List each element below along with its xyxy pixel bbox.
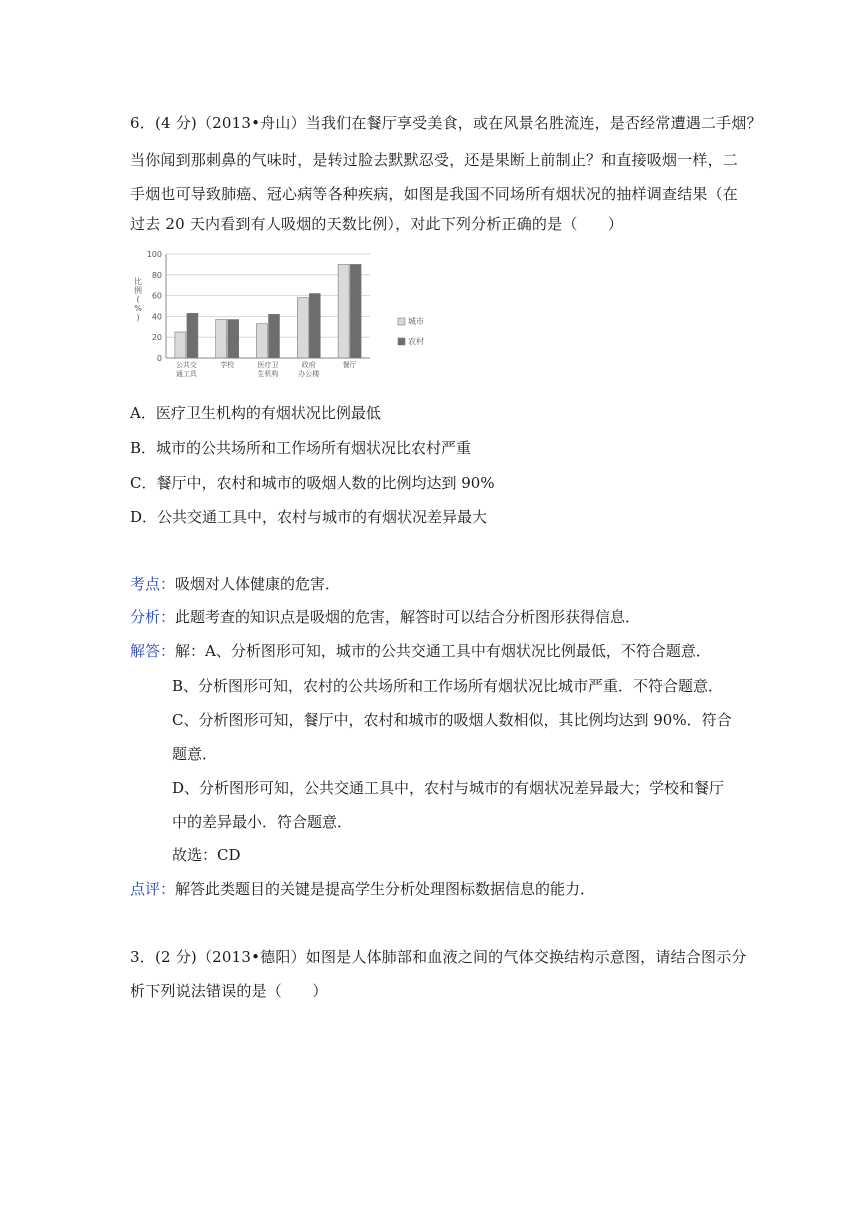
question3-line-2: 析下列说法错误的是（ ） bbox=[130, 982, 328, 1000]
jieda-line-d-cont: 中的差异最小．符合题意． bbox=[172, 813, 353, 831]
bar-city bbox=[297, 298, 308, 358]
x-tick-label: 公共交 bbox=[175, 361, 197, 369]
y-tick-label: 80 bbox=[151, 270, 162, 280]
dianping-row bbox=[130, 879, 595, 899]
option-c: C．餐厅中，农村和城市的吸烟人数的比例均达到 90% bbox=[130, 474, 495, 492]
jieda-row bbox=[130, 641, 711, 661]
x-tick-label: 餐厅 bbox=[342, 361, 357, 369]
x-tick-label: 通工具 bbox=[175, 370, 197, 378]
y-axis-label: ) bbox=[136, 313, 140, 322]
x-tick-label: 政府 bbox=[301, 361, 316, 369]
kaodian-text: 吸烟对人体健康的危害． bbox=[175, 575, 341, 593]
kaodian-row bbox=[130, 574, 340, 594]
fenxi-label: 分析： bbox=[130, 608, 176, 626]
y-axis-label: ( bbox=[136, 295, 140, 304]
y-tick-label: 100 bbox=[146, 250, 162, 259]
jieda-answer: 故选：CD bbox=[172, 846, 241, 864]
bar-rural bbox=[228, 320, 239, 358]
y-tick-label: 0 bbox=[156, 354, 162, 363]
y-axis-label: % bbox=[134, 304, 142, 313]
question3-line-1: 3．(2 分)（2013•德阳）如图是人体肺部和血液之间的气体交换结构示意图，请结合图示分 bbox=[130, 948, 747, 966]
bar-rural bbox=[350, 264, 361, 358]
bar-city bbox=[338, 264, 349, 358]
fenxi-text: 此题考查的知识点是吸烟的危害，解答时可以结合分析图形获得信息． bbox=[175, 608, 641, 626]
legend-swatch bbox=[398, 338, 405, 345]
question6-line-4: 过去 20 天内看到有人吸烟的天数比例），对此下列分析正确的是（ ） bbox=[130, 215, 624, 233]
bar-rural bbox=[309, 294, 320, 358]
jieda-line-d: D、分析图形可知，公共交通工具中，农村与城市的有烟状况差异最大；学校和餐厅 bbox=[172, 779, 725, 797]
y-tick-label: 20 bbox=[151, 333, 162, 343]
question6-line-3: 手烟也可导致肺癌、冠心病等各种疾病，如图是我国不同场所有烟状况的抽样调查结果（在 bbox=[130, 185, 739, 203]
option-d: D．公共交通工具中，农村与城市的有烟状况差异最大 bbox=[130, 508, 488, 526]
bar-rural bbox=[187, 313, 198, 358]
dianping-text: 解答此类题目的关键是提高学生分析处理图标数据信息的能力． bbox=[175, 880, 596, 898]
jieda-first-line: 解：A、分析图形可知，城市的公共交通工具中有烟状况比例最低，不符合题意． bbox=[175, 642, 711, 660]
x-tick-label: 学校 bbox=[220, 361, 235, 369]
question6-line-1: 6．(4 分)（2013•舟山）当我们在餐厅享受美食，或在风景名胜流连，是否经常遭遇二手烟？ bbox=[130, 114, 762, 132]
jieda-line-c: C、分析图形可知，餐厅中，农村和城市的吸烟人数相似，其比例均达到 90%．符合 bbox=[172, 711, 732, 729]
kaodian-label: 考点： bbox=[130, 575, 176, 593]
option-a: A．医疗卫生机构的有烟状况比例最低 bbox=[130, 404, 381, 422]
question6-line-2: 当你闻到那刺鼻的气味时，是转过脸去默默忍受，还是果断上前制止？和直接吸烟一样，二 bbox=[130, 151, 739, 169]
bar-city bbox=[216, 320, 227, 358]
jieda-line-b: B、分析图形可知，农村的公共场所和工作场所有烟状况比城市严重．不符合题意． bbox=[172, 677, 724, 695]
y-axis-label: 比 bbox=[134, 277, 142, 286]
y-axis-label: 例 bbox=[134, 286, 142, 295]
bar-rural bbox=[269, 314, 280, 358]
legend-label: 农村 bbox=[408, 337, 424, 346]
legend-swatch bbox=[398, 318, 405, 325]
bar-city bbox=[257, 324, 268, 358]
x-tick-label: 办公楼 bbox=[298, 370, 320, 378]
x-tick-label: 医疗卫 bbox=[257, 361, 279, 369]
option-b: B．城市的公共场所和工作场所有烟状况比农村严重 bbox=[130, 439, 472, 457]
fenxi-row bbox=[130, 607, 640, 627]
bar-city bbox=[175, 332, 186, 358]
y-tick-label: 60 bbox=[151, 291, 162, 301]
x-tick-label: 生机构 bbox=[257, 370, 279, 378]
jieda-line-c-cont: 题意． bbox=[172, 745, 218, 763]
y-tick-label: 40 bbox=[151, 312, 162, 322]
smoking-bar-chart bbox=[130, 244, 450, 380]
dianping-label: 点评： bbox=[130, 880, 176, 898]
legend-label: 城市 bbox=[408, 317, 424, 326]
jieda-label: 解答： bbox=[130, 642, 176, 660]
